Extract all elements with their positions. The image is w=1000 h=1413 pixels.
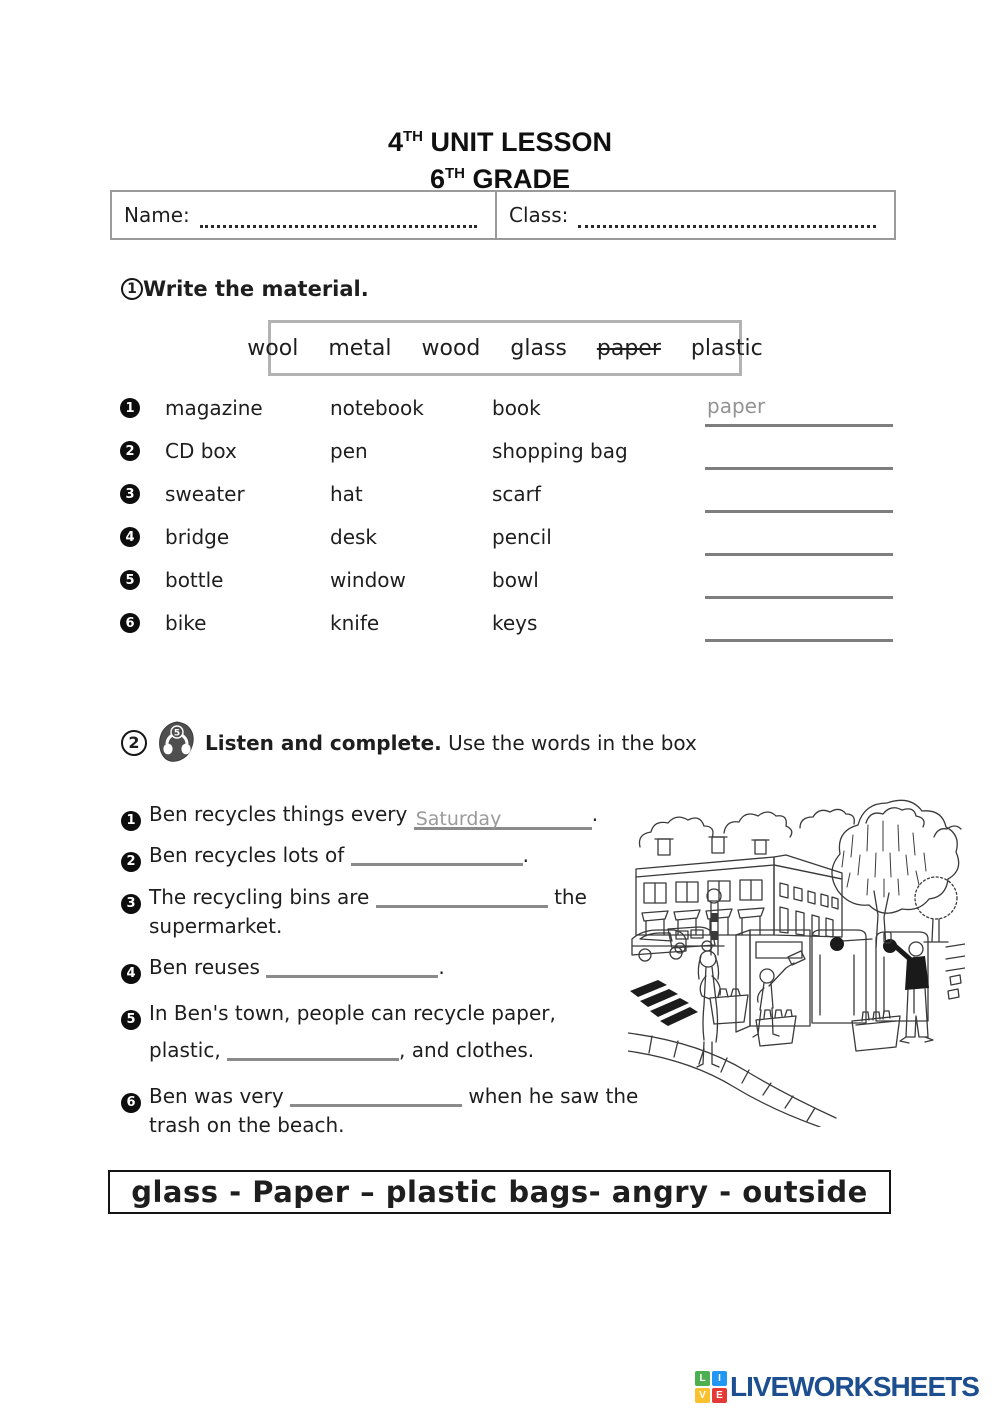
row-number-icon: 6: [120, 613, 140, 633]
liveworksheets-logo[interactable]: [695, 1371, 979, 1403]
answer-blank-5[interactable]: [227, 1040, 399, 1061]
exercise1-number-icon: 1: [121, 278, 143, 300]
row-item: shopping bag: [492, 439, 628, 463]
sentence-1: [121, 802, 598, 831]
willow-tree: [832, 800, 959, 947]
cloud: [639, 817, 713, 847]
logo-tile-v: V: [695, 1388, 710, 1403]
row-number-icon: 1: [120, 398, 140, 418]
row-houses: [636, 837, 774, 935]
class-cell: [497, 192, 894, 238]
sentence-number-icon: 6: [121, 1093, 141, 1113]
zebra-crossing: [630, 980, 698, 1026]
sentence-6-line2: [149, 1113, 345, 1137]
name-class-box: [110, 190, 896, 240]
material-row: [120, 386, 893, 429]
sentence-number-icon: 5: [121, 1010, 141, 1030]
row-item: CD box: [165, 439, 237, 463]
answer-blank-4[interactable]: [266, 957, 438, 978]
title-line-1: 4TH UNIT LESSON: [387, 127, 613, 157]
child-figure: [753, 951, 805, 1037]
sentence-text: The recycling bins are: [149, 885, 370, 909]
material-answer-line[interactable]: [705, 472, 893, 513]
word-bank-word: plastic: [690, 335, 763, 361]
sentence-text: .: [438, 955, 445, 979]
exercise1-instruction: Write the material.: [143, 277, 369, 301]
row-item: bottle: [165, 568, 224, 592]
word-bank-word: wool: [247, 335, 299, 361]
word-bank-word: metal: [328, 335, 392, 361]
row-item: window: [330, 568, 406, 592]
sentence-text: Ben reuses: [149, 955, 260, 979]
row-number-icon: 3: [120, 484, 140, 504]
brick-wall: [946, 944, 965, 999]
sidewalk-curb: [628, 1033, 836, 1127]
word-bank-box: [247, 320, 763, 376]
logo-tile-l: L: [695, 1371, 710, 1386]
sentence-3-line2: [149, 914, 282, 938]
logo-tile-i: I: [712, 1371, 727, 1386]
class-input-line[interactable]: [578, 201, 876, 228]
material-row: [120, 515, 893, 558]
sentence-5-line2: [149, 1038, 534, 1062]
exercise2-number-icon: 2: [121, 730, 147, 756]
bottom-word-box: [108, 1170, 891, 1214]
sentence-text: Ben recycles things every: [149, 802, 408, 826]
row-item: keys: [492, 611, 538, 635]
title-line-2: 6TH GRADE: [429, 164, 571, 194]
answer-blank-1[interactable]: [414, 809, 592, 830]
material-answer-line[interactable]: [705, 515, 893, 556]
row-number-icon: 2: [120, 441, 140, 461]
name-label: Name:: [124, 203, 190, 227]
word-bank-word-struck: paper: [596, 335, 661, 361]
material-answer-line[interactable]: [705, 558, 893, 599]
exercise2-instruction-rest: Use the words in the box: [448, 730, 697, 755]
sentence-3: [121, 885, 587, 914]
sentence-number-icon: 4: [121, 964, 141, 984]
sentence-text: trash on the beach.: [149, 1113, 345, 1137]
page-title: [0, 121, 1000, 195]
basket: [756, 1016, 796, 1046]
word-bank-word: wood: [421, 335, 481, 361]
row-item: bike: [165, 611, 207, 635]
logo-brand-text: LIVEWORKSHEETS: [730, 1371, 979, 1402]
sentence-5: [121, 1001, 556, 1030]
row-item: pen: [330, 439, 368, 463]
audio-track-number: 5: [173, 728, 181, 739]
sentence-text: .: [591, 802, 599, 826]
row-item: hat: [330, 482, 363, 506]
woman-figure: [697, 951, 748, 1067]
sentence-text: supermarket.: [149, 914, 283, 938]
row-item: bridge: [165, 525, 230, 549]
name-cell: [112, 192, 497, 238]
sentence-text: Ben was very: [149, 1084, 284, 1108]
sentence-text: Ben recycles lots of: [149, 843, 345, 867]
name-input-line[interactable]: [200, 201, 477, 228]
sentence-text: In Ben's town, people can recycle paper,: [149, 1001, 556, 1025]
row-item: pencil: [492, 525, 552, 549]
material-row: [120, 429, 893, 472]
material-answer-line[interactable]: [705, 601, 893, 642]
sentence-2: [121, 843, 529, 872]
row-houses-perspective: [774, 855, 842, 937]
sentence-text: , and clothes.: [399, 1038, 535, 1062]
class-label: Class:: [509, 203, 569, 227]
sentence-4: [121, 955, 445, 984]
cloud: [866, 808, 924, 827]
row-item: book: [492, 396, 541, 420]
word-bank-word: glass: [510, 335, 567, 361]
row-item: bowl: [492, 568, 539, 592]
material-answer-line[interactable]: paper: [705, 386, 893, 427]
row-number-icon: 5: [120, 570, 140, 590]
sentence-text: .: [522, 843, 530, 867]
horizon-line: [842, 939, 872, 941]
sentence-text: the: [554, 885, 587, 909]
sentence-6: [121, 1084, 638, 1113]
sentence-number-icon: 3: [121, 894, 141, 914]
bottom-word-box-text: glass - Paper – plastic bags- angry - outside: [131, 1175, 868, 1209]
material-row: [120, 472, 893, 515]
sentence-text: when he saw the: [468, 1084, 639, 1108]
answer-blank-6[interactable]: [290, 1086, 462, 1107]
logo-tile-e: E: [712, 1388, 727, 1403]
material-answer-line[interactable]: [705, 429, 893, 470]
exercise1-rows: [120, 386, 893, 644]
sentence-number-icon: 2: [121, 852, 141, 872]
material-row: [120, 601, 893, 644]
answer-blank-2[interactable]: [351, 845, 523, 866]
sentence-text: plastic,: [149, 1038, 221, 1062]
sentence-number-icon: 1: [121, 811, 141, 831]
answer-blank-3[interactable]: [376, 887, 548, 908]
exercise1-heading: [121, 277, 369, 301]
row-item: magazine: [165, 396, 263, 420]
blank-answer-text: Saturday: [415, 808, 502, 830]
logo-tiles-icon: [695, 1371, 727, 1403]
material-row: [120, 558, 893, 601]
cloud: [800, 809, 854, 828]
row-item: sweater: [165, 482, 245, 506]
row-item: notebook: [330, 396, 424, 420]
exercise2-heading: [121, 720, 697, 765]
row-item: desk: [330, 525, 378, 549]
row-item: scarf: [492, 482, 541, 506]
row-item: knife: [330, 611, 380, 635]
listening-audio-icon[interactable]: [157, 720, 197, 765]
exercise2-instruction-bold: Listen and complete.: [205, 730, 442, 755]
recycling-scene-illustration: [628, 795, 965, 1127]
parked-cars: [632, 927, 715, 961]
row-number-icon: 4: [120, 527, 140, 547]
cloud: [724, 812, 792, 837]
